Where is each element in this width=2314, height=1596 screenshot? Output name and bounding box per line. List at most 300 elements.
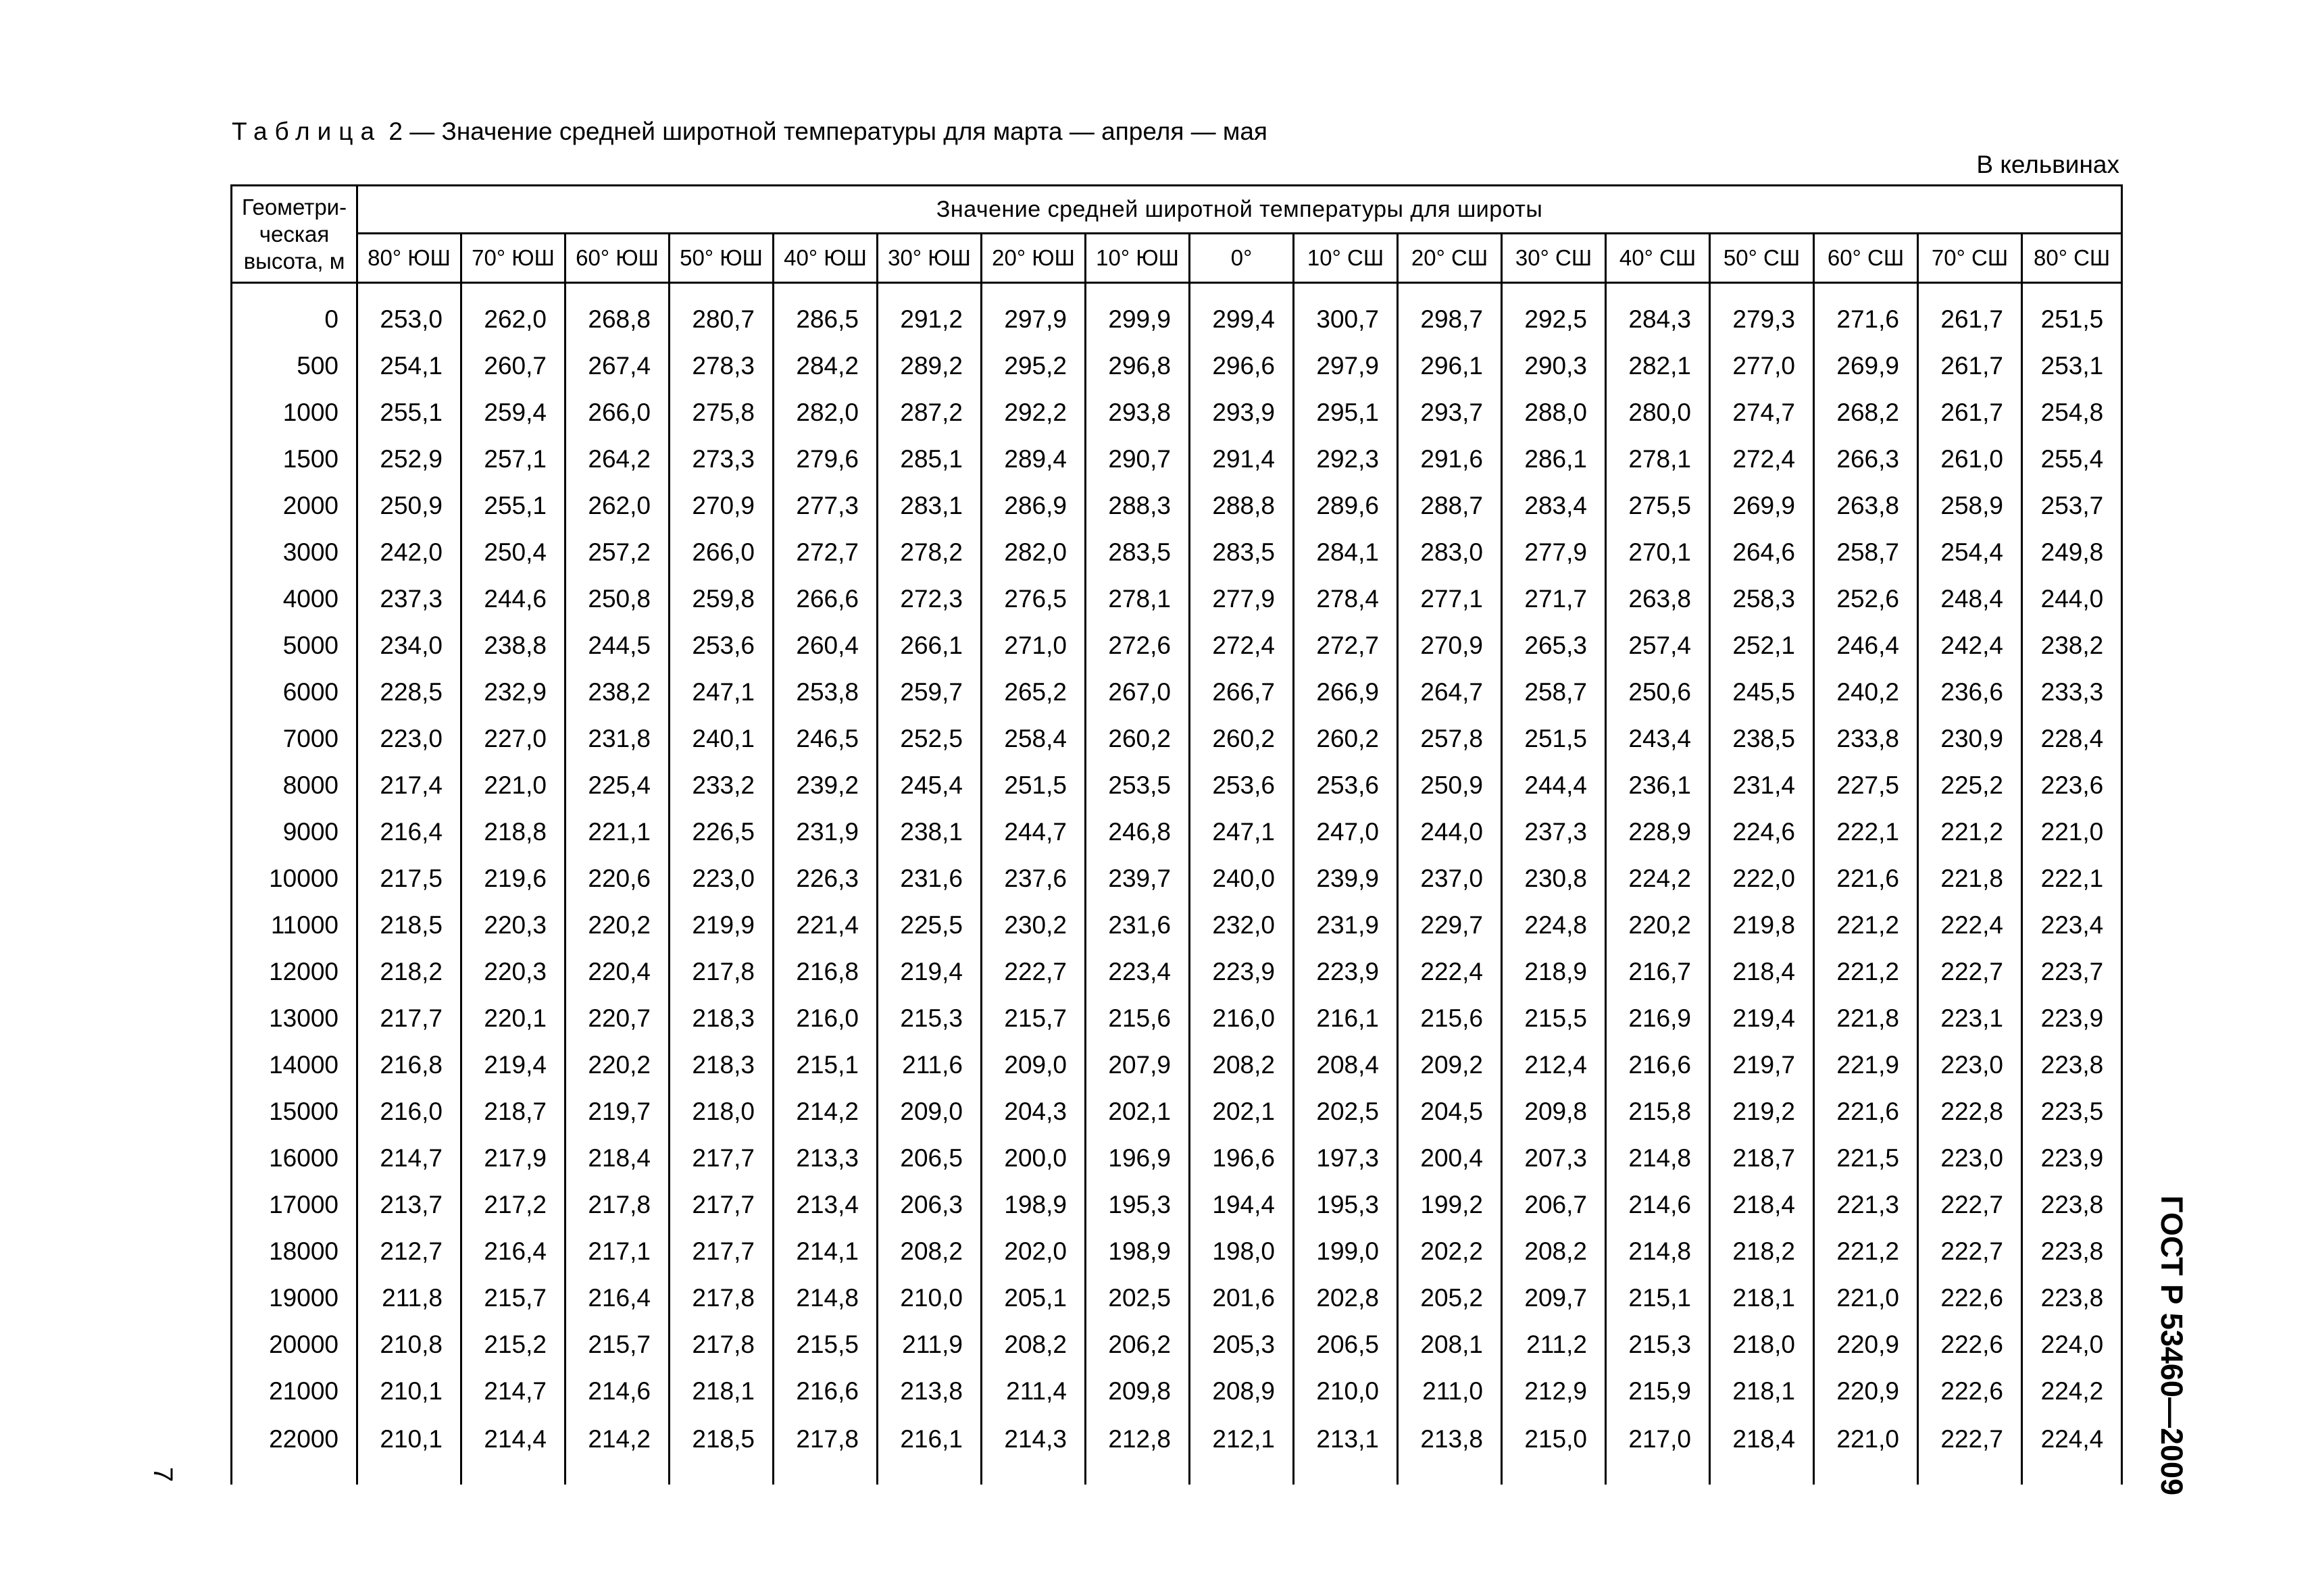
temperature-cell: 215,6 — [1398, 995, 1502, 1041]
temperature-cell: 221,2 — [1814, 1228, 1918, 1275]
temperature-cell: 244,7 — [982, 808, 1086, 855]
temperature-cell: 299,4 — [1190, 296, 1294, 342]
temperature-cell: 284,2 — [774, 342, 878, 389]
temperature-cell: 202,0 — [982, 1228, 1086, 1275]
temperature-cell: 234,0 — [357, 622, 461, 669]
temperature-cell: 218,7 — [461, 1088, 565, 1135]
temperature-cell: 253,0 — [357, 296, 461, 342]
temperature-cell: 269,9 — [1710, 482, 1814, 529]
temperature-cell: 254,8 — [2022, 389, 2122, 436]
temperature-cell: 218,7 — [1710, 1135, 1814, 1181]
temperature-cell: 224,2 — [1606, 855, 1710, 902]
temperature-cell: 277,3 — [774, 482, 878, 529]
latitude-header: 80° ЮШ — [357, 234, 461, 283]
temperature-cell: 221,0 — [2022, 808, 2122, 855]
temperature-cell: 202,5 — [1086, 1275, 1190, 1321]
table-row — [232, 1414, 2122, 1485]
altitude-cell: 1500 — [232, 436, 357, 482]
temperature-cell: 225,4 — [565, 762, 670, 808]
temperature-cell: 217,8 — [670, 948, 774, 995]
temperature-cell: 246,8 — [1086, 808, 1190, 855]
spacer-cell — [1502, 283, 1606, 297]
table-row — [232, 808, 2122, 855]
temperature-cell: 267,4 — [565, 342, 670, 389]
temperature-cell: 228,9 — [1606, 808, 1710, 855]
altitude-cell: 2000 — [232, 482, 357, 529]
temperature-cell: 250,4 — [461, 529, 565, 575]
temperature-cell: 258,9 — [1918, 482, 2022, 529]
temperature-cell: 283,1 — [878, 482, 982, 529]
temperature-cell: 286,9 — [982, 482, 1086, 529]
latitude-header: 70° СШ — [1918, 234, 2022, 283]
temperature-cell: 218,0 — [670, 1088, 774, 1135]
page-number: 7 — [148, 1467, 178, 1483]
temperature-cell: 198,9 — [1086, 1228, 1190, 1275]
latitude-header: 20° СШ — [1398, 234, 1502, 283]
spacer-cell — [1398, 283, 1502, 297]
temperature-cell: 288,3 — [1086, 482, 1190, 529]
latitude-header-row — [232, 234, 2122, 283]
temperature-cell: 220,4 — [565, 948, 670, 995]
temperature-cell: 270,9 — [1398, 622, 1502, 669]
temperature-cell: 221,2 — [1814, 902, 1918, 948]
spacer-cell — [357, 283, 461, 297]
temperature-cell: 257,4 — [1606, 622, 1710, 669]
temperature-cell: 248,4 — [1918, 575, 2022, 622]
temperature-cell: 275,5 — [1606, 482, 1710, 529]
temperature-cell: 215,2 — [461, 1321, 565, 1368]
temperature-cell: 299,9 — [1086, 296, 1190, 342]
temperature-cell: 259,7 — [878, 669, 982, 715]
temperature-cell: 217,7 — [670, 1228, 774, 1275]
temperature-cell: 216,8 — [774, 948, 878, 995]
spacer-cell — [1086, 283, 1190, 297]
temperature-cell: 211,4 — [982, 1368, 1086, 1414]
temperature-cell: 222,1 — [1814, 808, 1918, 855]
table-caption-text: 2 — Значение средней широтной температуры для марта — апреля — мая — [388, 118, 1267, 145]
temperature-cell: 222,7 — [1918, 1228, 2022, 1275]
temperature-cell: 288,7 — [1398, 482, 1502, 529]
temperature-cell: 282,0 — [982, 529, 1086, 575]
temperature-cell: 210,0 — [1294, 1368, 1398, 1414]
altitude-cell: 16000 — [232, 1135, 357, 1181]
temperature-cell: 208,9 — [1190, 1368, 1294, 1414]
temperature-cell: 291,2 — [878, 296, 982, 342]
spacer-cell — [461, 283, 565, 297]
temperature-cell: 266,0 — [565, 389, 670, 436]
temperature-cell: 227,5 — [1814, 762, 1918, 808]
temperature-cell: 224,8 — [1502, 902, 1606, 948]
temperature-cell: 223,0 — [670, 855, 774, 902]
temperature-cell: 292,5 — [1502, 296, 1606, 342]
temperature-cell: 272,4 — [1710, 436, 1814, 482]
table-row — [232, 342, 2122, 389]
temperature-cell: 216,9 — [1606, 995, 1710, 1041]
temperature-cell: 222,7 — [1918, 1181, 2022, 1228]
temperature-cell: 218,4 — [1710, 948, 1814, 995]
altitude-cell: 21000 — [232, 1368, 357, 1414]
temperature-cell: 222,6 — [1918, 1321, 2022, 1368]
spacer-cell — [2022, 283, 2122, 297]
temperature-cell: 196,6 — [1190, 1135, 1294, 1181]
temperature-cell: 287,2 — [878, 389, 982, 436]
temperature-cell: 279,6 — [774, 436, 878, 482]
temperature-cell: 223,9 — [1190, 948, 1294, 995]
temperature-cell: 288,8 — [1190, 482, 1294, 529]
latitude-header: 70° ЮШ — [461, 234, 565, 283]
temperature-cell: 211,0 — [1398, 1368, 1502, 1414]
temperature-cell: 224,4 — [2022, 1414, 2122, 1485]
temperature-cell: 222,7 — [1918, 1414, 2022, 1485]
temperature-cell: 199,2 — [1398, 1181, 1502, 1228]
temperature-cell: 253,6 — [670, 622, 774, 669]
latitude-header: 20° ЮШ — [982, 234, 1086, 283]
temperature-cell: 289,2 — [878, 342, 982, 389]
temperature-cell: 206,3 — [878, 1181, 982, 1228]
temperature-cell: 239,9 — [1294, 855, 1398, 902]
table-row — [232, 1041, 2122, 1088]
temperature-cell: 199,0 — [1294, 1228, 1398, 1275]
temperature-cell: 208,1 — [1398, 1321, 1502, 1368]
temperature-cell: 222,4 — [1398, 948, 1502, 995]
temperature-cell: 217,4 — [357, 762, 461, 808]
temperature-cell: 268,8 — [565, 296, 670, 342]
temperature-cell: 244,4 — [1502, 762, 1606, 808]
altitude-cell: 3000 — [232, 529, 357, 575]
spacer-cell — [1814, 283, 1918, 297]
temperature-cell: 261,7 — [1918, 389, 2022, 436]
table-row — [232, 1368, 2122, 1414]
temperature-cell: 224,6 — [1710, 808, 1814, 855]
temperature-cell: 232,9 — [461, 669, 565, 715]
temperature-cell: 231,8 — [565, 715, 670, 762]
temperature-cell: 215,3 — [878, 995, 982, 1041]
temperature-cell: 213,3 — [774, 1135, 878, 1181]
temperature-cell: 278,3 — [670, 342, 774, 389]
temperature-cell: 258,7 — [1814, 529, 1918, 575]
temperature-cell: 265,3 — [1502, 622, 1606, 669]
temperature-cell: 214,6 — [1606, 1181, 1710, 1228]
temperature-cell: 292,2 — [982, 389, 1086, 436]
table-row — [232, 1088, 2122, 1135]
temperature-cell: 250,6 — [1606, 669, 1710, 715]
temperature-cell: 259,8 — [670, 575, 774, 622]
temperature-cell: 218,5 — [357, 902, 461, 948]
temperature-cell: 255,1 — [461, 482, 565, 529]
temperature-cell: 212,8 — [1086, 1414, 1190, 1485]
temperature-cell: 205,1 — [982, 1275, 1086, 1321]
temperature-cell: 280,7 — [670, 296, 774, 342]
temperature-cell: 238,2 — [565, 669, 670, 715]
latitude-header: 60° СШ — [1814, 234, 1918, 283]
temperature-cell: 247,1 — [1190, 808, 1294, 855]
table-row — [232, 855, 2122, 902]
temperature-cell: 223,8 — [2022, 1041, 2122, 1088]
temperature-cell: 249,8 — [2022, 529, 2122, 575]
temperature-cell: 218,2 — [1710, 1228, 1814, 1275]
temperature-cell: 205,2 — [1398, 1275, 1502, 1321]
temperature-cell: 207,9 — [1086, 1041, 1190, 1088]
temperature-cell: 216,0 — [774, 995, 878, 1041]
temperature-cell: 202,2 — [1398, 1228, 1502, 1275]
temperature-cell: 220,2 — [565, 902, 670, 948]
temperature-cell: 273,3 — [670, 436, 774, 482]
latitude-header: 40° СШ — [1606, 234, 1710, 283]
temperature-cell: 218,2 — [357, 948, 461, 995]
temperature-cell: 212,4 — [1502, 1041, 1606, 1088]
temperature-cell: 198,0 — [1190, 1228, 1294, 1275]
temperature-cell: 233,3 — [2022, 669, 2122, 715]
temperature-cell: 221,9 — [1814, 1041, 1918, 1088]
temperature-cell: 215,1 — [774, 1041, 878, 1088]
temperature-cell: 240,1 — [670, 715, 774, 762]
spacer-cell — [1710, 283, 1814, 297]
temperature-cell: 206,5 — [1294, 1321, 1398, 1368]
temperature-cell: 215,8 — [1606, 1088, 1710, 1135]
table-row — [232, 1135, 2122, 1181]
temperature-cell: 270,9 — [670, 482, 774, 529]
temperature-cell: 238,2 — [2022, 622, 2122, 669]
temperature-cell: 226,3 — [774, 855, 878, 902]
temperature-cell: 261,7 — [1918, 296, 2022, 342]
temperature-cell: 219,2 — [1710, 1088, 1814, 1135]
temperature-cell: 221,4 — [774, 902, 878, 948]
temperature-cell: 224,0 — [2022, 1321, 2122, 1368]
temperature-cell: 278,1 — [1606, 436, 1710, 482]
temperature-cell: 217,1 — [565, 1228, 670, 1275]
temperature-cell: 252,6 — [1814, 575, 1918, 622]
temperature-cell: 215,5 — [774, 1321, 878, 1368]
temperature-cell: 220,6 — [565, 855, 670, 902]
temperature-cell: 250,9 — [357, 482, 461, 529]
spacer-cell — [1190, 283, 1294, 297]
temperature-cell: 231,4 — [1710, 762, 1814, 808]
temperature-cell: 220,1 — [461, 995, 565, 1041]
temperature-cell: 253,6 — [1190, 762, 1294, 808]
temperature-cell: 252,5 — [878, 715, 982, 762]
temperature-cell: 217,8 — [565, 1181, 670, 1228]
spacer-cell — [774, 283, 878, 297]
temperature-cell: 271,7 — [1502, 575, 1606, 622]
temperature-cell: 194,4 — [1190, 1181, 1294, 1228]
temperature-cell: 253,7 — [2022, 482, 2122, 529]
temperature-cell: 225,2 — [1918, 762, 2022, 808]
altitude-cell: 19000 — [232, 1275, 357, 1321]
altitude-cell: 18000 — [232, 1228, 357, 1275]
units-note: В кельвинах — [1976, 151, 2119, 178]
latitude-header: 50° СШ — [1710, 234, 1814, 283]
temperature-cell: 222,7 — [982, 948, 1086, 995]
temperature-cell: 219,4 — [878, 948, 982, 995]
temperature-cell: 231,9 — [774, 808, 878, 855]
temperature-cell: 286,5 — [774, 296, 878, 342]
spacer-cell — [1294, 283, 1398, 297]
temperature-cell: 295,1 — [1294, 389, 1398, 436]
temperature-cell: 291,6 — [1398, 436, 1502, 482]
temperature-cell: 214,3 — [982, 1414, 1086, 1485]
temperature-cell: 262,0 — [461, 296, 565, 342]
temperature-cell: 251,5 — [1502, 715, 1606, 762]
temperature-cell: 298,7 — [1398, 296, 1502, 342]
temperature-cell: 223,6 — [2022, 762, 2122, 808]
temperature-cell: 222,6 — [1918, 1368, 2022, 1414]
temperature-cell: 215,0 — [1502, 1414, 1606, 1485]
temperature-cell: 261,7 — [1918, 342, 2022, 389]
temperature-cell: 216,4 — [565, 1275, 670, 1321]
temperature-cell: 221,6 — [1814, 1088, 1918, 1135]
temperature-cell: 208,4 — [1294, 1041, 1398, 1088]
temperature-cell: 214,8 — [1606, 1135, 1710, 1181]
altitude-cell: 20000 — [232, 1321, 357, 1368]
temperature-cell: 284,1 — [1294, 529, 1398, 575]
latitude-group-header: Значение средней широтной температуры для широты — [357, 186, 2122, 234]
temperature-cell: 246,5 — [774, 715, 878, 762]
temperature-cell: 245,5 — [1710, 669, 1814, 715]
temperature-cell: 265,2 — [982, 669, 1086, 715]
temperature-cell: 283,5 — [1190, 529, 1294, 575]
temperature-cell: 216,6 — [774, 1368, 878, 1414]
spacer-cell — [982, 283, 1086, 297]
temperature-cell: 206,7 — [1502, 1181, 1606, 1228]
temperature-cell: 253,5 — [1086, 762, 1190, 808]
temperature-cell: 244,0 — [2022, 575, 2122, 622]
temperature-cell: 271,0 — [982, 622, 1086, 669]
temperature-cell: 215,7 — [565, 1321, 670, 1368]
temperature-cell: 216,0 — [357, 1088, 461, 1135]
temperature-cell: 218,8 — [461, 808, 565, 855]
temperature-cell: 257,2 — [565, 529, 670, 575]
temperature-cell: 250,9 — [1398, 762, 1502, 808]
temperature-cell: 268,2 — [1814, 389, 1918, 436]
temperature-cell: 230,8 — [1502, 855, 1606, 902]
latitude-header: 30° ЮШ — [878, 234, 982, 283]
table-row — [232, 762, 2122, 808]
latitude-header: 80° СШ — [2022, 234, 2122, 283]
temperature-cell: 202,8 — [1294, 1275, 1398, 1321]
temperature-cell: 245,4 — [878, 762, 982, 808]
altitude-cell: 15000 — [232, 1088, 357, 1135]
temperature-cell: 207,3 — [1502, 1135, 1606, 1181]
temperature-cell: 209,2 — [1398, 1041, 1502, 1088]
temperature-cell: 210,0 — [878, 1275, 982, 1321]
temperature-cell: 278,2 — [878, 529, 982, 575]
altitude-cell: 17000 — [232, 1181, 357, 1228]
temperature-cell: 231,6 — [1086, 902, 1190, 948]
temperature-cell: 218,1 — [670, 1368, 774, 1414]
temperature-cell: 216,4 — [461, 1228, 565, 1275]
temperature-cell: 244,0 — [1398, 808, 1502, 855]
temperature-cell: 280,0 — [1606, 389, 1710, 436]
temperature-cell: 211,9 — [878, 1321, 982, 1368]
temperature-cell: 266,3 — [1814, 436, 1918, 482]
temperature-cell: 223,5 — [2022, 1088, 2122, 1135]
temperature-cell: 221,0 — [1814, 1275, 1918, 1321]
temperature-cell: 195,3 — [1086, 1181, 1190, 1228]
temperature-cell: 208,2 — [878, 1228, 982, 1275]
temperature-cell: 206,5 — [878, 1135, 982, 1181]
temperature-cell: 222,7 — [1918, 948, 2022, 995]
temperature-cell: 214,6 — [565, 1368, 670, 1414]
temperature-cell: 264,6 — [1710, 529, 1814, 575]
temperature-cell: 263,8 — [1606, 575, 1710, 622]
temperature-cell: 211,6 — [878, 1041, 982, 1088]
temperature-cell: 217,0 — [1606, 1414, 1710, 1485]
temperature-cell: 227,0 — [461, 715, 565, 762]
temperature-cell: 254,4 — [1918, 529, 2022, 575]
temperature-cell: 206,2 — [1086, 1321, 1190, 1368]
latitude-header: 50° ЮШ — [670, 234, 774, 283]
spacer-cell — [1606, 283, 1710, 297]
temperature-cell: 293,8 — [1086, 389, 1190, 436]
temperature-cell: 247,1 — [670, 669, 774, 715]
temperature-cell: 213,8 — [1398, 1414, 1502, 1485]
temperature-cell: 230,2 — [982, 902, 1086, 948]
altitude-cell: 7000 — [232, 715, 357, 762]
latitude-header: 10° СШ — [1294, 234, 1398, 283]
table-row — [232, 1321, 2122, 1368]
temperature-cell: 214,8 — [774, 1275, 878, 1321]
temperature-cell: 239,7 — [1086, 855, 1190, 902]
temperature-cell: 236,6 — [1918, 669, 2022, 715]
temperature-cell: 209,7 — [1502, 1275, 1606, 1321]
table-row — [232, 995, 2122, 1041]
temperature-cell: 266,9 — [1294, 669, 1398, 715]
table-row — [232, 902, 2122, 948]
temperature-cell: 238,5 — [1710, 715, 1814, 762]
temperature-cell: 292,3 — [1294, 436, 1398, 482]
altitude-cell: 4000 — [232, 575, 357, 622]
latitude-header: 10° ЮШ — [1086, 234, 1190, 283]
temperature-cell: 219,4 — [1710, 995, 1814, 1041]
temperature-cell: 266,6 — [774, 575, 878, 622]
temperature-cell: 217,7 — [357, 995, 461, 1041]
temperature-cell: 217,9 — [461, 1135, 565, 1181]
temperature-cell: 269,9 — [1814, 342, 1918, 389]
temperature-cell: 260,7 — [461, 342, 565, 389]
temperature-cell: 205,3 — [1190, 1321, 1294, 1368]
temperature-cell: 212,9 — [1502, 1368, 1606, 1414]
temperature-cell: 218,5 — [670, 1414, 774, 1485]
temperature-cell: 217,7 — [670, 1181, 774, 1228]
altitude-header: Геометри-ческая высота, м — [232, 186, 357, 283]
temperature-cell: 216,4 — [357, 808, 461, 855]
temperature-cell: 214,7 — [461, 1368, 565, 1414]
temperature-cell: 229,7 — [1398, 902, 1502, 948]
temperature-cell: 217,7 — [670, 1135, 774, 1181]
temperature-cell: 260,2 — [1190, 715, 1294, 762]
temperature-cell: 293,7 — [1398, 389, 1502, 436]
temperature-cell: 300,7 — [1294, 296, 1398, 342]
temperature-cell: 219,4 — [461, 1041, 565, 1088]
altitude-cell: 9000 — [232, 808, 357, 855]
temperature-cell: 212,7 — [357, 1228, 461, 1275]
temperature-cell: 214,1 — [774, 1228, 878, 1275]
temperature-cell: 263,8 — [1814, 482, 1918, 529]
temperature-cell: 258,7 — [1502, 669, 1606, 715]
temperature-cell: 217,8 — [774, 1414, 878, 1485]
temperature-cell: 200,0 — [982, 1135, 1086, 1181]
temperature-cell: 232,0 — [1190, 902, 1294, 948]
temperature-cell: 253,8 — [774, 669, 878, 715]
temperature-cell: 260,4 — [774, 622, 878, 669]
temperature-cell: 216,1 — [1294, 995, 1398, 1041]
table-row — [232, 948, 2122, 995]
temperature-cell: 260,2 — [1086, 715, 1190, 762]
temperature-cell: 276,5 — [982, 575, 1086, 622]
temperature-cell: 230,9 — [1918, 715, 2022, 762]
temperature-cell: 211,2 — [1502, 1321, 1606, 1368]
temperature-cell: 222,0 — [1710, 855, 1814, 902]
